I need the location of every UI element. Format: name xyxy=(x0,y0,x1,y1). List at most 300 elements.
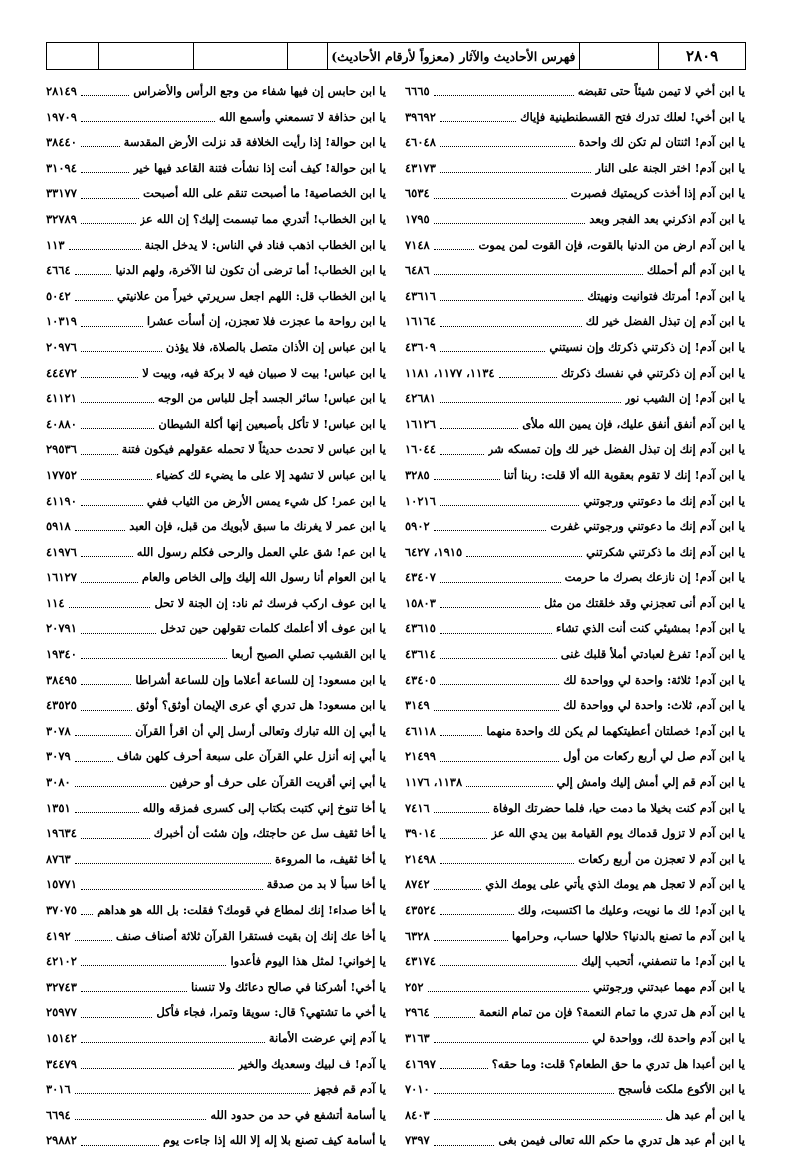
leader-dots xyxy=(81,326,143,327)
hadith-entry xyxy=(46,1052,386,1078)
hadith-text: يا ابن عم! شق علي العمل والرحى فكلم رسول الله xyxy=(136,544,386,559)
hadith-text: يا أخي! أشركنا في صالح دعائك ولا تنسنا xyxy=(191,979,386,994)
hadith-text: يا ابن آدم لا تعجل هم يومك الذي يأتي على يومك الذي xyxy=(485,877,745,892)
hadith-number: ٢١٤٩٩ xyxy=(405,749,436,764)
hadith-entry xyxy=(405,207,745,233)
hadith-number: ٣٨٤٤٠ xyxy=(46,135,77,150)
hadith-entry xyxy=(46,924,386,950)
hadith-entry xyxy=(46,514,386,540)
leader-dots xyxy=(81,428,154,429)
hadith-text: يا ابن آدم ألم أحملك xyxy=(646,263,745,278)
hadith-number: ٢٥٢ xyxy=(405,979,424,994)
hadith-number: ١٣٥١ xyxy=(46,800,71,815)
hadith-number: ٣١٤٩ xyxy=(405,698,430,713)
hadith-entry xyxy=(46,565,386,591)
leader-dots xyxy=(440,300,583,301)
hadith-number: ٣١٦٣ xyxy=(405,1030,430,1045)
hadith-text: يا أسامة كيف تصنع بلا إله إلا الله إذا جاءت يوم xyxy=(163,1133,386,1148)
leader-dots xyxy=(440,582,561,583)
header-empty-cell xyxy=(194,43,289,69)
hadith-entry xyxy=(405,616,745,642)
leader-dots xyxy=(434,940,508,941)
leader-dots xyxy=(440,505,579,506)
hadith-entry xyxy=(405,668,745,694)
leader-dots xyxy=(440,735,483,736)
hadith-text: يا ابن آدم! أمرتك فتوانيت ونهيتك xyxy=(587,288,745,303)
hadith-number: ٣٤٤٧٩ xyxy=(46,1056,77,1071)
hadith-number: ٣٠٧٨ xyxy=(46,723,71,738)
hadith-entry xyxy=(46,156,386,182)
hadith-number: ٤٣٦١٦ xyxy=(405,288,436,303)
leader-dots xyxy=(434,249,475,250)
hadith-number: ١٧٩٥ xyxy=(405,211,430,226)
hadith-entry xyxy=(46,386,386,412)
hadith-number: ٨٧٦٣ xyxy=(46,851,71,866)
hadith-entry xyxy=(46,668,386,694)
hadith-entry xyxy=(405,233,745,259)
hadith-text: يا آدم إني عرضت الأمانة xyxy=(268,1030,386,1045)
leader-dots xyxy=(81,146,120,147)
hadith-number: ٤٣٦١٥ xyxy=(405,621,436,636)
hadith-text: يا آدم قم فجهز xyxy=(314,1082,386,1097)
hadith-text: يا أبي إني أقريت القرآن على حرف أو حرفين xyxy=(169,775,386,790)
hadith-number: ٢١٤٩٨ xyxy=(405,851,436,866)
hadith-text: يا ابن آدم أنفق أنفق عليك، فإن يمين الله ملأى xyxy=(522,416,745,431)
leader-dots xyxy=(440,121,516,122)
leader-dots xyxy=(434,889,482,890)
hadith-text: يا ابن عباس! بيت لا صبيان فيه لا بركة فيه، وبيت لا xyxy=(142,365,386,380)
hadith-number: ١١٣ xyxy=(46,237,65,252)
hadith-number: ١١٣٤، ١١٧٧، ١١٨١ xyxy=(405,365,495,380)
leader-dots xyxy=(440,965,577,966)
hadith-text: يا ابن آدم صل لي أربع ركعات من أول xyxy=(563,749,745,764)
hadith-entry xyxy=(46,284,386,310)
hadith-entry xyxy=(405,284,745,310)
hadith-entry xyxy=(405,949,745,975)
hadith-entry xyxy=(46,361,386,387)
hadith-number: ٢٩٥٣٦ xyxy=(46,442,77,457)
hadith-number: ٦٦٦٥ xyxy=(405,84,430,98)
leader-dots xyxy=(81,479,152,480)
hadith-entry xyxy=(46,309,386,335)
hadith-text: يا ابن عوف ألا أعلمك كلمات تقولهن حين تدخل xyxy=(160,621,386,636)
hadith-entry xyxy=(46,79,386,105)
hadith-entry xyxy=(405,770,745,796)
leader-dots xyxy=(440,326,582,327)
hadith-text: يا ابن عباس! لا تأكل بأصبعين إنها أكلة الشيطان xyxy=(158,416,386,431)
leader-dots xyxy=(81,95,129,96)
hadith-text: يا ابن عمر لا يغرنك ما سبق لأبويك من قبل، فإن العبد xyxy=(129,519,386,534)
hadith-entry xyxy=(405,181,745,207)
hadith-number: ٤٢١٠٢ xyxy=(46,954,77,969)
hadith-text: يا ابن أخي لا تيمن شيئاً حتى تقبضه xyxy=(577,84,745,98)
hadith-text: يا ابن أم عبد هل xyxy=(665,1107,745,1122)
hadith-text: يا ابن آدم إنك ما ذكرتني شكرتني xyxy=(586,544,745,559)
leader-dots xyxy=(440,761,559,762)
header-empty-cell xyxy=(288,43,328,69)
hadith-text: يا أبي إنه أنزل علي القرآن على سبعة أحرف كلهن شاف xyxy=(116,749,386,764)
hadith-number: ٤٣١٧٣ xyxy=(405,160,436,175)
hadith-text: يا ابن عباس! سائر الجسد أجل للباس من الوجه xyxy=(157,391,386,406)
hadith-number: ٢٨١٤٩ xyxy=(46,84,77,98)
leader-dots xyxy=(434,274,643,275)
leader-dots xyxy=(75,1119,207,1120)
header-empty-cell xyxy=(580,43,660,69)
hadith-entry xyxy=(405,514,745,540)
hadith-text: يا ابن آدم إنك ما دعوتني ورجوتني xyxy=(583,493,745,508)
hadith-text: يا ابن أعبدا هل تدري ما حق الطعام؟ قلت: وما حقه؟ xyxy=(491,1056,745,1071)
hadith-number: ٦٦٩٤ xyxy=(46,1107,71,1122)
hadith-number: ٤٣٥٢٥ xyxy=(46,698,77,713)
hadith-text: يا ابن عباس لا تحدث حديثاً لا تحمله عقولهم فيكون فتنة xyxy=(121,442,386,457)
hadith-entry xyxy=(405,79,745,105)
hadith-entry xyxy=(405,898,745,924)
hadith-number: ١٧٧٥٢ xyxy=(46,467,77,482)
hadith-number: ٦٤٨٦ xyxy=(405,263,430,278)
leader-dots xyxy=(81,556,133,557)
hadith-text: يا ابن آدم إذا أخذت كريمتيك فصبرت xyxy=(570,186,745,201)
leader-dots xyxy=(440,351,545,352)
hadith-entry xyxy=(405,489,745,515)
leader-dots xyxy=(81,351,162,352)
left-column xyxy=(46,79,386,1154)
hadith-entry xyxy=(46,1000,386,1026)
hadith-text: يا آدم! ف لبيك وسعديك والخير xyxy=(237,1056,386,1071)
hadith-text: يا ابن حذافة لا تسمعني وأسمع الله xyxy=(219,109,386,124)
hadith-text: يا ابن أخي! لعلك تدرك فتح القسطنطينية فإياك xyxy=(520,109,745,124)
hadith-number: ٤٤٤٧٢ xyxy=(46,365,77,380)
hadith-entry xyxy=(46,821,386,847)
hadith-entry xyxy=(405,105,745,131)
hadith-number: ١٩٧٠٩ xyxy=(46,109,77,124)
leader-dots xyxy=(81,582,138,583)
hadith-entry xyxy=(46,258,386,284)
leader-dots xyxy=(81,198,139,199)
leader-dots xyxy=(75,786,166,787)
hadith-entry xyxy=(405,1103,745,1129)
hadith-entry xyxy=(46,872,386,898)
hadith-text: يا أخا تنوخ إني كتبت بكتاب إلى كسرى فمزقه والله xyxy=(142,800,386,815)
hadith-entry xyxy=(46,770,386,796)
hadith-text: يا ابن عباس إن الأذان متصل بالصلاة، فلا يؤذن xyxy=(165,339,386,354)
hadith-number: ٢٩٨٨٢ xyxy=(46,1133,77,1148)
hadith-text: يا ابن آدم! اثنتان لم تكن لك واحدة xyxy=(578,135,745,150)
hadith-text: يا ابن آدم واحدة لك، وواحدة لي xyxy=(592,1030,745,1045)
hadith-entry xyxy=(405,796,745,822)
leader-dots xyxy=(81,710,132,711)
hadith-text: يا أخا صداء! إنك لمطاع في قومك؟ فقلت: بل الله هو هداهم xyxy=(97,903,386,917)
leader-dots xyxy=(434,1145,495,1146)
hadith-text: يا ابن الخطاب! أما ترضى أن تكون لنا الآخرة، ولهم الدنيا xyxy=(115,263,386,278)
leader-dots xyxy=(81,991,187,992)
hadith-text: يا ابن آدم إن ذكرتني في نفسك ذكرتك xyxy=(560,365,745,380)
hadith-text: يا ابن آدم هل تدري ما تمام النعمة؟ فإن من تمام النعمة xyxy=(478,1005,745,1020)
hadith-number: ٤٣١٧٤ xyxy=(405,954,436,969)
hadith-text: يا ابن آدم! إن الشيب نور xyxy=(624,391,745,406)
hadith-entry xyxy=(46,591,386,617)
leader-dots xyxy=(81,633,156,634)
hadith-number: ٤٦٦٤ xyxy=(46,263,71,278)
header-empty-cell xyxy=(47,43,99,69)
leader-dots xyxy=(434,1093,614,1094)
hadith-entry xyxy=(46,463,386,489)
hadith-number: ٣٠٧٩ xyxy=(46,749,71,764)
hadith-number: ٤٦٠٤٨ xyxy=(405,135,436,150)
hadith-number: ١٩٦٣٤ xyxy=(46,826,77,841)
hadith-text: يا ابن آدم اذكرني بعد الفجر وبعد xyxy=(589,211,745,226)
hadith-number: ٤٣٤٠٥ xyxy=(405,672,436,687)
hadith-text: يا ابن العوام أنا رسول الله إليك وإلى الخاص والعام xyxy=(141,570,386,585)
hadith-number: ١٥٨٠٣ xyxy=(405,595,436,610)
leader-dots xyxy=(75,274,112,275)
hadith-text: يا ابن عمر! كل شيء يمس الأرض من الثياب ففي xyxy=(146,493,386,508)
leader-dots xyxy=(466,556,582,557)
hadith-entry xyxy=(405,540,745,566)
leader-dots xyxy=(81,121,215,122)
hadith-number: ٣٣١٧٧ xyxy=(46,186,77,201)
leader-dots xyxy=(81,402,154,403)
hadith-number: ٣٢٧٤٣ xyxy=(46,979,77,994)
hadith-number: ٤٣٥٢٤ xyxy=(405,903,436,917)
hadith-entry xyxy=(46,949,386,975)
leader-dots xyxy=(440,428,518,429)
leader-dots xyxy=(434,1017,475,1018)
hadith-number: ٤١٦٩٧ xyxy=(405,1056,436,1071)
hadith-text: يا ابن آدم أنى تعجزني وقد خلقتك من مثل xyxy=(544,595,745,610)
hadith-entry xyxy=(46,181,386,207)
hadith-text: يا أخا سبأ لا بد من صدقة xyxy=(266,877,386,892)
hadith-number: ٧٣٩٧ xyxy=(405,1133,430,1148)
hadith-text: يا ابن آدم! بمشيئي كنت أنت الذي تشاء xyxy=(555,621,745,636)
leader-dots xyxy=(440,633,552,634)
hadith-text: يا ابن آدم لا تعجزن من أربع ركعات xyxy=(578,851,745,866)
hadith-entry xyxy=(46,693,386,719)
leader-dots xyxy=(75,940,112,941)
hadith-entry xyxy=(46,437,386,463)
hadith-entry xyxy=(46,1128,386,1154)
leader-dots xyxy=(81,965,227,966)
page-number: ٢٨٠٩ xyxy=(686,47,719,65)
hadith-number: ٤١١٢١ xyxy=(46,391,77,406)
leader-dots xyxy=(434,479,500,480)
hadith-entry xyxy=(405,335,745,361)
hadith-text: يا ابن أم عبد هل تدري ما حكم الله تعالى فيمن بغى xyxy=(498,1133,745,1148)
hadith-entry xyxy=(405,565,745,591)
hadith-text: يا ابن الخصاصية! ما أصبحت تنقم على الله أصبحت xyxy=(143,186,386,201)
hadith-number: ٤١٩٢ xyxy=(46,928,71,943)
hadith-entry xyxy=(46,642,386,668)
hadith-number: ١٥٧٧١ xyxy=(46,877,77,892)
hadith-number: ٦٣٢٨ xyxy=(405,928,430,943)
hadith-number: ٢٥٩٧٧ xyxy=(46,1005,77,1020)
hadith-entry xyxy=(46,412,386,438)
hadith-number: ٢٩٦٤ xyxy=(405,1005,430,1020)
leader-dots xyxy=(81,1042,265,1043)
hadith-entry xyxy=(46,489,386,515)
hadith-text: يا أخا ثقيف، ما المروءة xyxy=(275,851,386,866)
hadith-number: ٧٠١٠ xyxy=(405,1082,430,1097)
hadith-entry xyxy=(46,898,386,924)
hadith-number: ١٦١٢٧ xyxy=(46,570,77,585)
leader-dots xyxy=(81,1145,159,1146)
leader-dots xyxy=(466,786,552,787)
leader-dots xyxy=(75,761,113,762)
leader-dots xyxy=(69,249,141,250)
hadith-text: يا ابن آدم! إن نازعك بصرك ما حرمت xyxy=(564,570,745,585)
hadith-number: ٤٠٨٨٠ xyxy=(46,416,77,431)
hadith-text: يا ابن آدم! ما تنصفني، أتحبب إليك xyxy=(581,954,745,969)
hadith-entry xyxy=(405,463,745,489)
hadith-text: يا ابن آدم ارض من الدنيا بالقوت، فإن القوت لمن يموت xyxy=(478,237,745,252)
hadith-entry xyxy=(405,258,745,284)
hadith-entry xyxy=(405,744,745,770)
leader-dots xyxy=(81,223,136,224)
leader-dots xyxy=(81,172,129,173)
hadith-entry xyxy=(46,847,386,873)
leader-dots xyxy=(81,658,228,659)
hadith-entry xyxy=(405,1026,745,1052)
hadith-number: ٣٧٠٧٥ xyxy=(46,903,77,917)
index-title: فهرس الأحاديث والآثار (معزواً لأرقام الأحاديث) xyxy=(328,43,579,69)
hadith-text: يا أسامة أتشفع في حد من حدود الله xyxy=(210,1107,386,1122)
hadith-number: ٤٣٤٠٧ xyxy=(405,570,436,585)
page-header xyxy=(46,42,746,70)
leader-dots xyxy=(440,607,540,608)
hadith-text: يا ابن آدم ما تصنع بالدنيا؟ حلالها حساب، وحرامها xyxy=(511,928,745,943)
leader-dots xyxy=(434,710,559,711)
hadith-number: ٨٤٠٣ xyxy=(405,1107,430,1122)
hadith-number: ١١٣٨، ١١٧٦ xyxy=(405,775,463,790)
leader-dots xyxy=(75,1093,310,1094)
hadith-entry xyxy=(405,975,745,1001)
leader-dots xyxy=(81,914,93,915)
hadith-text: يا ابن حوالة! كيف أنت إذا نشأت فتنة القاعد فيها خير xyxy=(133,160,386,175)
hadith-text: يا إخواني! لمثل هذا اليوم فأعدوا xyxy=(230,954,386,969)
hadith-entry xyxy=(405,156,745,182)
hadith-entry xyxy=(405,1052,745,1078)
hadith-text: يا ابن الخطاب! أتدري مما تبسمت إليك؟ إن الله عز xyxy=(139,211,386,226)
hadith-text: يا ابن آدم! إنك لا تقوم بعقوبة الله ألا قلت: ربنا أتنا xyxy=(503,467,745,482)
leader-dots xyxy=(434,1042,589,1043)
hadith-text: يا ابن آدم إنك ما دعوتني ورجوتني غفرت xyxy=(550,519,745,534)
leader-dots xyxy=(434,812,489,813)
hadith-number: ٤١٩٧٦ xyxy=(46,544,77,559)
leader-dots xyxy=(434,95,574,96)
hadith-entry xyxy=(405,437,745,463)
hadith-entry xyxy=(46,975,386,1001)
hadith-number: ٤٦١١٨ xyxy=(405,723,436,738)
leader-dots xyxy=(440,402,621,403)
hadith-entry xyxy=(405,1000,745,1026)
hadith-number: ٣١٠٩٤ xyxy=(46,160,77,175)
hadith-text: يا ابن عوف اركب فرسك ثم ناد: إن الجنة لا تحل xyxy=(154,595,386,610)
leader-dots xyxy=(75,812,139,813)
hadith-number: ٢٠٩٧٦ xyxy=(46,339,77,354)
hadith-entry xyxy=(46,1077,386,1103)
hadith-entry xyxy=(405,719,745,745)
leader-dots xyxy=(69,607,151,608)
hadith-entry xyxy=(405,591,745,617)
leader-dots xyxy=(440,658,557,659)
hadith-number: ٣٨٤٩٥ xyxy=(46,672,77,687)
hadith-entry xyxy=(405,642,745,668)
hadith-entry xyxy=(405,847,745,873)
hadith-number: ٢٠٧٩١ xyxy=(46,621,77,636)
hadith-text: يا ابن آدم قم إلي أمش إليك وامش إلي xyxy=(556,775,745,790)
hadith-entry xyxy=(46,796,386,822)
hadith-entry xyxy=(405,130,745,156)
leader-dots xyxy=(75,735,131,736)
hadith-text: يا ابن آدم! لك ما نويت، وعليك ما اكتسبت، ولك xyxy=(517,903,745,917)
leader-dots xyxy=(81,377,138,378)
hadith-number: ٦٥٣٤ xyxy=(405,186,430,201)
hadith-number: ٧٤١٦ xyxy=(405,800,430,815)
hadith-text: يا ابن آدم! ثلاثة: واحدة لي وواحدة لك xyxy=(563,672,745,687)
hadith-entry xyxy=(46,233,386,259)
leader-dots xyxy=(434,530,547,531)
hadith-number: ٣٢٧٨٩ xyxy=(46,211,77,226)
hadith-text: يا ابن آدم كنت بخيلا ما دمت حيا، فلما حضرتك الوفاة xyxy=(493,800,745,815)
leader-dots xyxy=(440,1068,488,1069)
hadith-number: ٥٩١٨ xyxy=(46,519,71,534)
hadith-number: ٧١٤٨ xyxy=(405,237,430,252)
hadith-entry xyxy=(405,309,745,335)
hadith-entry xyxy=(405,924,745,950)
hadith-text: يا أبي إن الله تبارك وتعالى أرسل إلي أن اقرأ القرآن xyxy=(135,723,386,738)
hadith-text: يا ابن الأكوع ملكت فأسجح xyxy=(618,1082,745,1097)
hadith-entry xyxy=(46,719,386,745)
hadith-entry xyxy=(405,361,745,387)
hadith-text: يا ابن مسعود! هل تدري أي عرى الإيمان أوثق؟ أوثق xyxy=(136,698,386,713)
leader-dots xyxy=(434,1119,662,1120)
hadith-text: يا ابن آدم إنك إن تبذل الفضل خير لك وإن تمسكه شر xyxy=(487,442,745,457)
leader-dots xyxy=(428,991,590,992)
hadith-number: ١٦١٦٤ xyxy=(405,314,436,329)
leader-dots xyxy=(434,223,586,224)
hadith-text: يا أخي ما تشتهي؟ قال: سويقا وتمرا، فجاء فأكل xyxy=(156,1005,386,1020)
hadith-number: ٤٣٦١٤ xyxy=(405,647,436,662)
hadith-text: يا ابن آدم! خصلتان أعطيتكهما لم يكن لك واحدة منهما xyxy=(486,723,745,738)
hadith-text: يا ابن آدم إن تبذل الفضل خير لك xyxy=(585,314,745,329)
hadith-text: يا ابن آدم! إن ذكرتني ذكرتك وإن نسيتني xyxy=(549,339,745,354)
leader-dots xyxy=(75,863,271,864)
leader-dots xyxy=(81,1017,153,1018)
hadith-entry xyxy=(46,207,386,233)
hadith-text: يا ابن آدم! اختر الجنة على النار xyxy=(595,160,745,175)
hadith-entry xyxy=(405,1128,745,1154)
hadith-number: ١٩١٥، ٦٤٢٧ xyxy=(405,544,463,559)
hadith-entry xyxy=(46,616,386,642)
hadith-text: يا ابن رواحة ما عجزت فلا تعجزن، إن أسأت عشرا xyxy=(146,314,386,329)
hadith-number: ١٦٠٤٤ xyxy=(405,442,436,457)
hadith-text: يا ابن آدم مهما عبدتني ورجوتني xyxy=(593,979,745,994)
leader-dots xyxy=(440,863,574,864)
hadith-text: يا ابن آدم، ثلاث: واحدة لي وواحدة لك xyxy=(563,698,745,713)
leader-dots xyxy=(81,505,143,506)
hadith-entry xyxy=(405,872,745,898)
hadith-text: يا أخا عك إنك إن بقيت فستقرا القرآن ثلاثة أصناف صنف xyxy=(115,928,386,943)
hadith-entry xyxy=(46,130,386,156)
hadith-entry xyxy=(46,744,386,770)
leader-dots xyxy=(75,300,113,301)
hadith-text: يا ابن مسعود! إن للساعة أعلاما وإن للساعة أشراطا xyxy=(135,672,386,687)
leader-dots xyxy=(81,838,150,839)
hadith-text: يا ابن عباس لا تشهد إلا على ما يضيء لك كضياء xyxy=(156,467,386,482)
hadith-number: ٤٣٦٠٩ xyxy=(405,339,436,354)
hadith-text: يا ابن حابس إن فيها شفاء من وجع الرأس والأضراس xyxy=(133,84,386,98)
leader-dots xyxy=(440,146,575,147)
hadith-number: ١٩٣٤٠ xyxy=(46,647,77,662)
